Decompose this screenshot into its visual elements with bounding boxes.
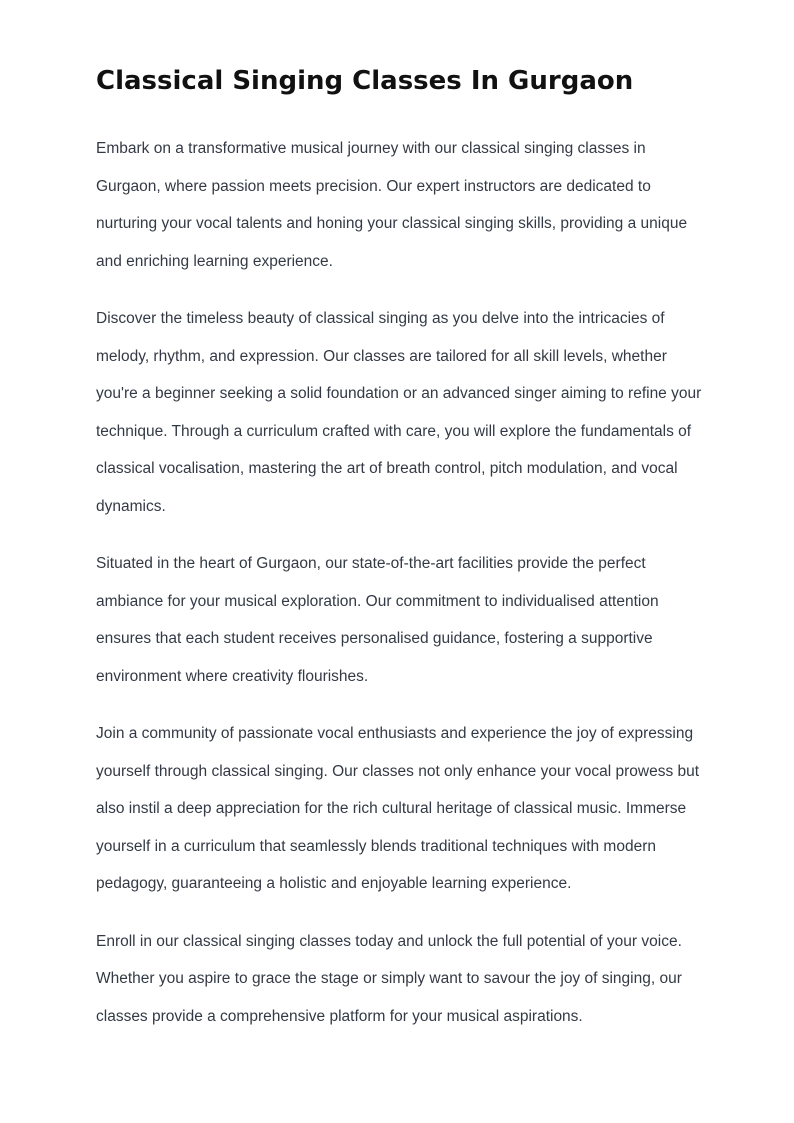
paragraph-community: Join a community of passionate vocal enthusiasts and experience the joy of expressing yourself through classical singing. Our classes not only enhance your vocal prowess but also instil a deep appreciation for the rich cultural heritage of classical music. Immerse yourself in a curriculum that seamlessly blends traditional techniques with modern pedagogy, guaranteeing a holistic and enjoyable learning experience. bbox=[96, 725, 700, 892]
paragraph-facilities: Situated in the heart of Gurgaon, our state-of-the-art facilities provide the perfect ambiance for your musical exploration. Our commitment to individualised attention ensures that each student receives personalised guidance, fostering a supportive environment where creativity flourishes. bbox=[96, 555, 659, 685]
paragraph-curriculum: Discover the timeless beauty of classical singing as you delve into the intricacies of melody, rhythm, and expression. Our classes are tailored for all skill levels, whether you're a beginner seeking a solid foundation or an advanced singer aiming to refine your technique. Through a curriculum crafted with care, you will explore the fundamentals of classical vocalisation, mastering the art of breath control, pitch modulation, and vocal dynamics. bbox=[96, 310, 702, 515]
page-title: Classical Singing Classes In Gurgaon bbox=[96, 66, 634, 96]
paragraph-intro: Embark on a transformative musical journey with our classical singing classes in Gurgaon, where passion meets precision. Our expert instructors are dedicated to nurturing your vocal talents and honing your classical singing skills, providing a unique and enriching learning experience. bbox=[96, 140, 688, 270]
document-body bbox=[96, 130, 702, 1055]
paragraph-enroll: Enroll in our classical singing classes today and unlock the full potential of your voice. Whether you aspire to grace the stage or simply want to savour the joy of singing, our classes provide a comprehensive platform for your musical aspirations. bbox=[96, 932, 682, 1025]
